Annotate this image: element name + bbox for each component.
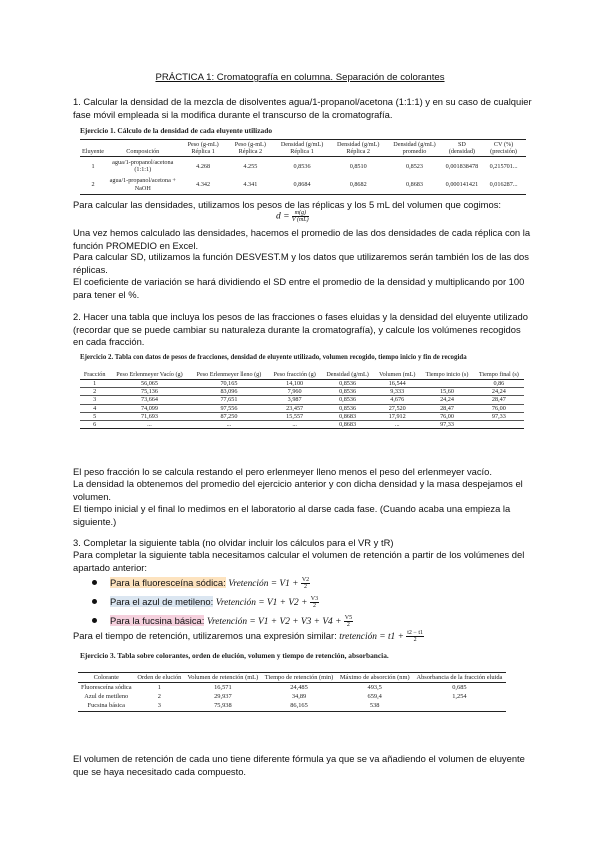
column-header: Orden de elución	[135, 673, 185, 683]
table-cell: 1	[91, 162, 95, 170]
column-header: Volumen (mL)	[374, 370, 420, 380]
table-cell: 0,685	[452, 684, 467, 691]
bullet-formula-numerator: V2	[301, 577, 310, 584]
column-header: Tiempo de retención (min)	[262, 673, 337, 683]
density-formula	[276, 210, 309, 223]
table-cell: 15,557	[268, 412, 321, 420]
retention-time-denominator: 2	[413, 637, 417, 644]
table-cell: 70,165	[190, 380, 269, 388]
table-cell: 0,001838478	[445, 162, 479, 170]
column-header: Máximo de absorción (nm)	[337, 673, 413, 683]
table-cell: 75,136	[109, 388, 189, 396]
table-cell: 76,00	[474, 404, 524, 412]
paragraph-fraction-weight: El peso fracción lo se calcula restando el pero erlenmeyer lleno menos el peso del erlenmeyer vacío.	[73, 466, 492, 477]
table-row	[80, 388, 524, 396]
paragraph-average: Una vez hemos calculado las densidades, hacemos el promedio de las dos densidades de cada réplica con la función PROMEDIO en Excel.	[73, 227, 531, 251]
table-cell: 24,24	[420, 396, 473, 404]
bullet-label: Para la fucsina básica:	[110, 615, 205, 626]
column-header: Densidad (g/mL) Réplica 1	[274, 140, 330, 157]
table-cell: 0,8683	[321, 412, 374, 420]
table-cell: 97,33	[474, 412, 524, 420]
table-cell: 4.268	[196, 162, 211, 170]
fractions-table	[80, 370, 524, 429]
table-cell	[420, 380, 473, 388]
table-cell: ...	[374, 421, 420, 429]
page-title: PRÁCTICA 1: Cromatografía en columna. Separación de colorantes	[155, 72, 445, 83]
table-cell: Azul de metileno	[84, 693, 129, 701]
table-cell: 0,8536	[321, 404, 374, 412]
table-cell: 97,33	[420, 421, 473, 429]
table-cell: 77,651	[190, 396, 269, 404]
table-cell: 86,165	[262, 701, 337, 711]
table-cell: 0,8510	[349, 162, 367, 170]
table-cell: 7,960	[268, 388, 321, 396]
column-header: Eluyente	[80, 140, 106, 157]
bullet-icon	[92, 580, 97, 585]
retention-time-formula: tretención = t1 +	[339, 632, 407, 642]
table-cell: 17,912	[374, 412, 420, 420]
question-3: 3. Completar la siguiente tabla (no olvidar incluir los cálculos para el VR y tR)	[73, 537, 394, 548]
table-cell: 29,937	[214, 693, 232, 701]
retention-volume-list	[92, 573, 353, 630]
table-1-caption: Ejercicio 1. Cálculo de la densidad de cada eluyente utilizado	[80, 126, 273, 135]
paragraph-densities: Para calcular las densidades, utilizamos los pesos de las réplicas y los 5 mL del volumen que cogimos:	[73, 199, 501, 210]
column-header: Fracción	[80, 370, 109, 380]
table-cell: 3	[80, 396, 109, 404]
table-cell: 0,016287...	[481, 175, 526, 194]
column-header: Peso (g-mL) Réplica 2	[227, 140, 274, 157]
table-cell: 4.342	[180, 175, 227, 194]
question-1: 1. Calcular la densidad de la mezcla de disolventes agua/1-propanol/acetona (1:1:1) y en su caso de cualquier fase móvil empleada si la modifica durante el transcurso de la cromatografía.	[73, 96, 532, 120]
table-cell: 76,00	[420, 412, 473, 420]
table-cell: 0,000141421	[443, 175, 482, 194]
table-row	[80, 380, 524, 388]
table-cell: 0,8536	[321, 388, 374, 396]
table-cell: 0,8536	[293, 162, 311, 170]
table-cell: 1	[80, 380, 109, 388]
retention-time-line	[73, 630, 424, 643]
paragraph-time: El tiempo inicial y el final lo medimos en el laboratorio al darse cada fase. (Cuando acaba una empieza la siguiente.)	[73, 503, 511, 527]
table-row	[80, 157, 526, 176]
table-cell: ...	[109, 421, 189, 429]
column-header: Densidad (g/mL) promedio	[386, 140, 442, 157]
paragraph-cv: El coeficiente de variación se hará dividiendo el SD entre el promedio de la densidad y multiplicando por 100 para tener el %.	[73, 276, 525, 300]
table-cell: 3	[135, 701, 185, 711]
table-cell: 0,8683	[321, 421, 374, 429]
table-cell: 538	[337, 701, 413, 711]
table-cell: 1	[157, 684, 161, 691]
table-cell: 87,250	[190, 412, 269, 420]
table-cell: ...	[268, 421, 321, 429]
table-row	[78, 692, 506, 701]
bullet-formula-numerator: V5	[344, 615, 353, 622]
table-cell: 0,8523	[405, 162, 423, 170]
bullet-label: Para la fluoresceína sódica:	[110, 577, 226, 588]
table-3-caption: Ejercicio 3. Tabla sobre colorantes, orden de elución, volumen y tiempo de retención, absorbancia.	[80, 651, 389, 660]
table-cell: 0,8684	[274, 175, 330, 194]
table-cell: 6	[80, 421, 109, 429]
list-item	[92, 573, 353, 592]
table-cell: 3,987	[268, 396, 321, 404]
table-cell: 75,938	[184, 701, 261, 711]
column-header: Volumen de retención (mL)	[184, 673, 261, 683]
table-cell: 0,215701...	[489, 162, 518, 170]
column-header: Absorbancia de la fracción eluida	[413, 673, 506, 683]
bullet-formula-denominator: 2	[312, 603, 316, 610]
question-2: 2. Hacer una tabla que incluya los pesos de las fracciones o fases eluidas y la densidad del eluyente utilizado (recordar que se puede cambiar su naturaleza durante la cromatografía), y calcule los volúmenes recogidos en cada fracción.	[73, 311, 528, 348]
column-header: Peso (g-mL) Réplica 1	[180, 140, 227, 157]
table-cell: Fluoresceína sódica	[80, 684, 132, 691]
paragraph-sd: Para calcular SD, utilizamos la función DESVEST.M y los datos que utilizaremos serán también los de las dos réplicas.	[73, 251, 529, 275]
table-cell: 71,693	[109, 412, 189, 420]
table-row	[78, 683, 506, 693]
table-cell: agua/1-propanol/acetona + NaOH	[106, 175, 180, 194]
bullet-formula-numerator: V3	[310, 596, 319, 603]
table-cell: 27,520	[374, 404, 420, 412]
column-header: Peso Erlenmeyer Vacío (g)	[109, 370, 189, 380]
table-cell: ...	[190, 421, 269, 429]
list-item	[92, 611, 353, 630]
table-cell: 1,254	[452, 693, 467, 701]
table-cell: 0,8683	[386, 175, 442, 194]
bullet-formula: Vretención = V1 + V2 + V3 + V4 +	[206, 617, 344, 627]
paragraph-retention-volume: Para completar la siguiente tabla necesitamos calcular el volumen de retención a partir de los volúmenes del apartado anterior:	[73, 549, 525, 573]
table-cell: 2	[157, 693, 161, 701]
table-cell: 0,8536	[321, 396, 374, 404]
table-cell: 83,096	[190, 388, 269, 396]
table-cell: 4,676	[374, 396, 420, 404]
table-cell: 659,4	[367, 693, 382, 701]
column-header: SD (densidad)	[443, 140, 482, 157]
column-header: Densidad (g/mL)	[321, 370, 374, 380]
table-cell: 4	[80, 404, 109, 412]
bullet-label: Para el azul de metileno:	[110, 596, 214, 607]
table-cell: Fucsina básica	[78, 701, 135, 711]
table-cell: 24,485	[290, 684, 308, 691]
list-item	[92, 592, 353, 611]
table-row	[78, 701, 506, 711]
table-cell: 9,333	[374, 388, 420, 396]
table-cell: 0,86	[474, 380, 524, 388]
table-cell: 4.255	[243, 162, 258, 170]
table-row	[80, 396, 524, 404]
column-header: Densidad (g/mL) Réplica 2	[330, 140, 386, 157]
table-cell: 0,8536	[321, 380, 374, 388]
density-formula-numerator: m(g)	[292, 210, 309, 217]
table-cell	[413, 701, 506, 711]
table-cell: 5	[80, 412, 109, 420]
table-cell: 34,89	[291, 693, 307, 701]
paragraph-retention-time: Para el tiempo de retención, utilizaremos una expresión similar:	[73, 630, 337, 641]
column-header: Peso fracción (g)	[268, 370, 321, 380]
table-row	[80, 421, 524, 429]
density-table	[80, 139, 526, 195]
table-cell: 74,099	[109, 404, 189, 412]
density-formula-lhs: d =	[276, 211, 290, 222]
density-formula-denominator: V (mL)	[291, 217, 309, 223]
table-cell: 2	[80, 388, 109, 396]
table-cell: 23,457	[268, 404, 321, 412]
column-header: Peso Erlenmeyer lleno (g)	[190, 370, 269, 380]
table-row	[80, 412, 524, 420]
table-row	[80, 175, 526, 194]
table-cell: 493,5	[367, 684, 382, 691]
bullet-formula-denominator: 2	[304, 584, 308, 591]
table-cell: 16,544	[374, 380, 420, 388]
table-cell	[474, 421, 524, 429]
table-cell: 2	[80, 175, 106, 194]
table-cell: 97,556	[190, 404, 269, 412]
table-cell: 24,24	[474, 388, 524, 396]
table-cell: 28,47	[474, 396, 524, 404]
bullet-icon	[92, 618, 97, 623]
bullet-formula: Vretención = V1 + V2 +	[215, 598, 310, 608]
table-2-caption: Ejercicio 2. Tabla con datos de pesos de fracciones, densidad de eluyente utilizado, volumen recogido, tiempo inicio y fin de recogida	[80, 354, 467, 361]
column-header: Composición	[106, 140, 180, 157]
retention-time-numerator: t2 − t1	[407, 630, 423, 637]
bullet-icon	[92, 599, 97, 604]
table-cell: 56,065	[109, 380, 189, 388]
column-header: CV (%) (precisión)	[481, 140, 526, 157]
table-cell: 4.341	[227, 175, 274, 194]
table-cell: 0,8682	[330, 175, 386, 194]
table-cell: 14,100	[268, 380, 321, 388]
column-header: Tiempo inicio (s)	[420, 370, 473, 380]
dyes-table	[78, 672, 506, 712]
column-header: Colorante	[78, 673, 135, 683]
paragraph-conclusion: El volumen de retención de cada uno tiene diferente fórmula ya que se va añadiendo el volumen de eluyente que se haya necesitado cada compuesto.	[73, 753, 525, 777]
paragraph-volume: La densidad la obtenemos del promedio del ejercicio anterior y con dicha densidad y la masa despejamos el volumen.	[73, 478, 523, 502]
bullet-formula-denominator: 2	[346, 622, 350, 629]
column-header: Tiempo final (s)	[474, 370, 524, 380]
table-cell: agua/1-propanol/acetona (1:1:1)	[112, 159, 174, 174]
table-cell: 28,47	[420, 404, 473, 412]
bullet-formula: Vretención = V1 +	[228, 579, 301, 589]
table-row	[80, 404, 524, 412]
table-cell: 73,664	[109, 396, 189, 404]
table-cell: 16,571	[214, 684, 232, 691]
table-cell: 15,60	[420, 388, 473, 396]
